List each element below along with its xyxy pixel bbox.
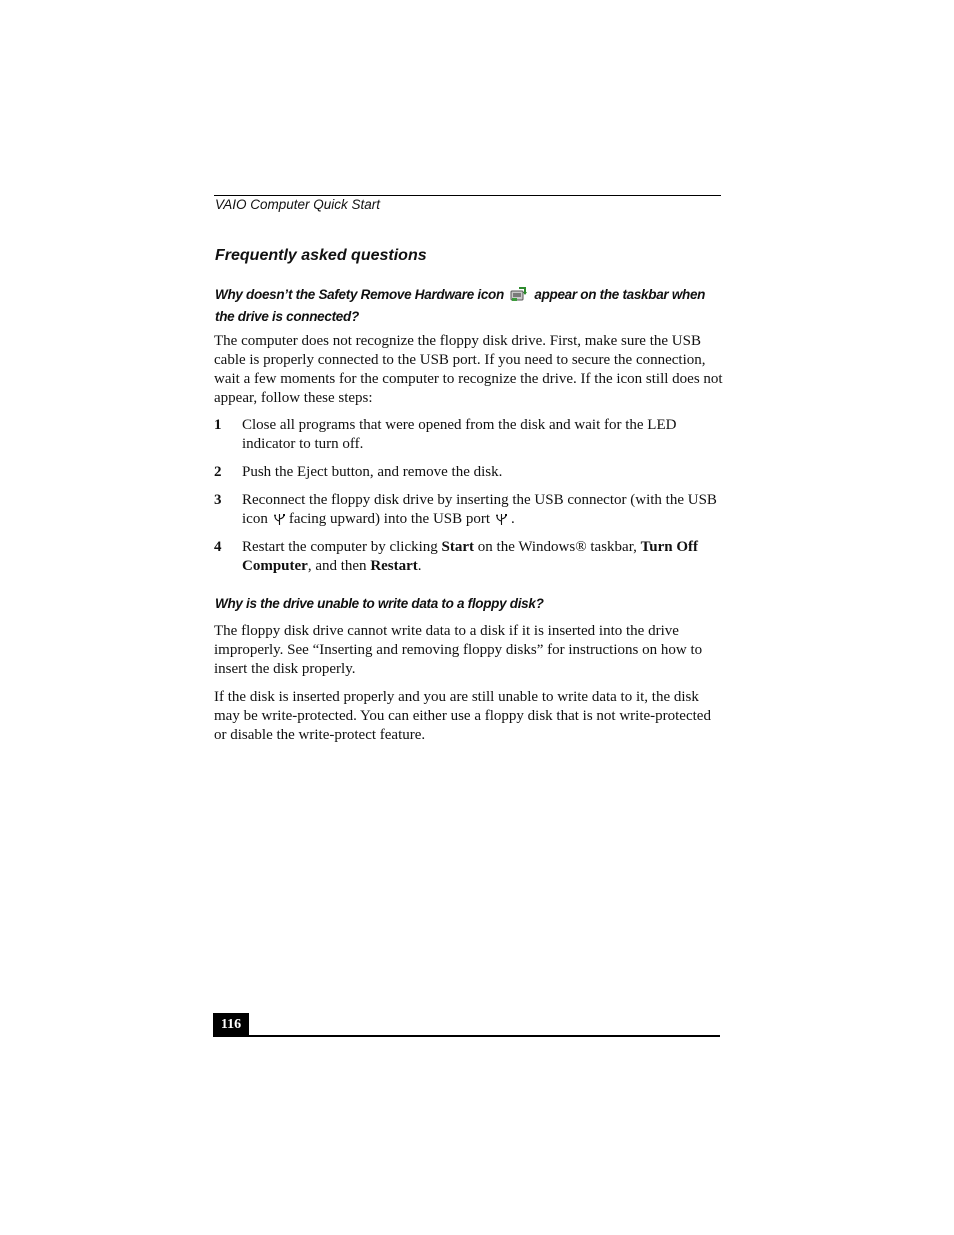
restart-label: Restart <box>370 558 418 574</box>
section-title: Frequently asked questions <box>215 247 427 264</box>
step-text-a: Restart the computer by clicking <box>242 539 442 555</box>
step-text-d: . <box>417 558 422 574</box>
question-write-data: Why is the drive unable to write data to a floppy disk? <box>215 596 544 611</box>
question-safety-remove-icon <box>215 285 725 326</box>
answer-paragraph-1: The computer does not recognize the floppy disk drive. First, make sure the USB cable is properly connected to the USB port. If you need to secure the connection, wait a few moments for the computer to recognize the drive. If the icon still does not appear, follow these steps: <box>214 333 723 406</box>
step-number: 1 <box>214 417 222 433</box>
list-item <box>214 538 724 576</box>
running-head: VAIO Computer Quick Start <box>215 197 381 212</box>
header-rule <box>214 195 721 196</box>
question-text-start: Why doesn’t the Safety Remove Hardware icon <box>215 287 504 302</box>
list-item <box>214 416 724 454</box>
step-text-c: , and then <box>307 558 371 574</box>
step-text <box>242 538 724 576</box>
start-label: Start <box>441 539 475 555</box>
step-text: Close all programs that were opened from the disk and wait for the LED indicator to turn off. <box>242 417 677 452</box>
answer-paragraph-2: The floppy disk drive cannot write data to a disk if it is inserted into the drive improperly. See “Inserting and removing floppy disks” for instructions on how to insert the disk properly. <box>214 623 703 677</box>
step-text <box>242 491 724 532</box>
step-number: 2 <box>214 464 222 480</box>
step-text-b: on the Windows® taskbar, <box>474 539 641 555</box>
footer-rule <box>213 1035 720 1037</box>
usb-icon <box>273 513 286 532</box>
step-text-a: Reconnect the floppy disk drive by inserting the USB connector (with the USB icon <box>242 492 717 527</box>
turn-off-computer-label: Turn Off Computer <box>242 539 698 574</box>
usb-port-icon <box>495 513 508 532</box>
step-number: 4 <box>214 539 222 555</box>
step-text: Push the Eject button, and remove the disk. <box>242 464 503 480</box>
safely-remove-hardware-icon <box>510 287 527 307</box>
question-text-end: appear on the taskbar when the drive is connected? <box>215 287 706 324</box>
step-number: 3 <box>214 492 222 508</box>
step-text-b: facing upward) into the USB port <box>288 511 491 527</box>
step-text-c: . <box>511 511 515 527</box>
list-item <box>214 491 724 532</box>
answer-paragraph-3: If the disk is inserted properly and you are still unable to write data to it, the disk may be write-protected. You can either use a floppy disk that is not write-protected or disable the write-protect feature. <box>214 689 711 743</box>
page-number: 116 <box>213 1013 249 1036</box>
list-item <box>214 463 724 482</box>
